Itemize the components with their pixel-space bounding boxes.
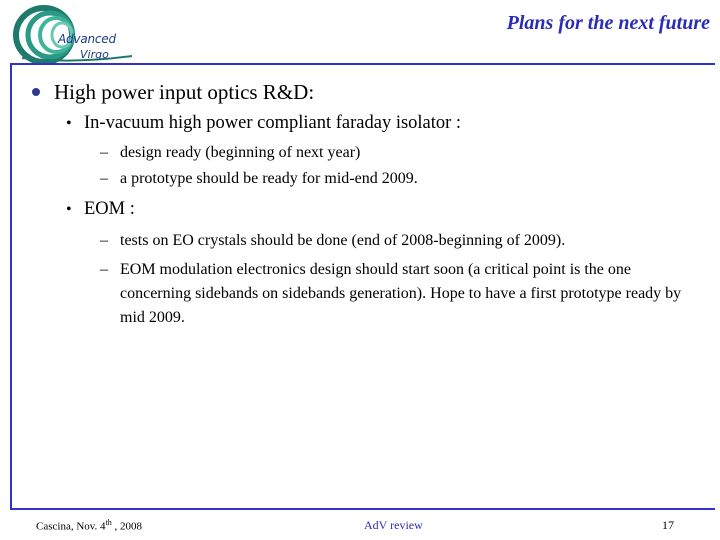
bullet-level2-eom: [66, 199, 135, 220]
bullet-label: In-vacuum high power compliant faraday isolator :: [84, 113, 462, 133]
sub-bullet: [100, 167, 700, 191]
logo-text-advanced: Advanced: [58, 32, 116, 46]
dash-icon: –: [100, 261, 108, 278]
bullet-heading: High power input optics R&D:: [54, 80, 315, 104]
footer-location-date: [36, 518, 142, 533]
dash-icon: –: [100, 232, 108, 249]
sub-bullet: [100, 258, 690, 330]
slide-title: Plans for the next future: [506, 12, 710, 34]
dash-icon: –: [100, 170, 108, 187]
bullet-label: EOM :: [84, 199, 135, 219]
left-border-line: [10, 63, 12, 510]
logo-text-virgo: Virgo: [80, 48, 109, 61]
sub-bullet: [100, 229, 700, 253]
header-divider: [10, 63, 715, 65]
bullet-level2-faraday: [66, 113, 461, 134]
sub-bullet-text: design ready (beginning of next year): [120, 144, 361, 161]
sub-bullet-text: tests on EO crystals should be done (end of 2008-beginning of 2009).: [120, 232, 566, 249]
footer-left-text: Cascina, Nov. 4: [36, 520, 106, 533]
sub-bullet-text: a prototype should be ready for mid-end 2009.: [120, 170, 418, 187]
bullet-level1: [32, 80, 314, 105]
page-number: 17: [662, 518, 674, 532]
footer-event: AdV review: [364, 518, 423, 532]
sub-bullet-text: EOM modulation electronics design should start soon (a critical point is the one concerning sidebands on sidebands generation). Hope to have a first prototype ready by mid 2009.: [120, 261, 682, 326]
dash-icon: –: [100, 144, 108, 161]
footer-left-sup: th: [105, 518, 112, 527]
advanced-virgo-logo: [12, 4, 142, 66]
sub-bullet: [100, 141, 700, 165]
footer-divider: [10, 508, 715, 510]
bullet-icon: •: [66, 115, 72, 132]
bullet-icon: •: [66, 201, 72, 218]
footer-left-year: , 2008: [111, 520, 143, 533]
bullet-dot-icon: [32, 88, 40, 96]
